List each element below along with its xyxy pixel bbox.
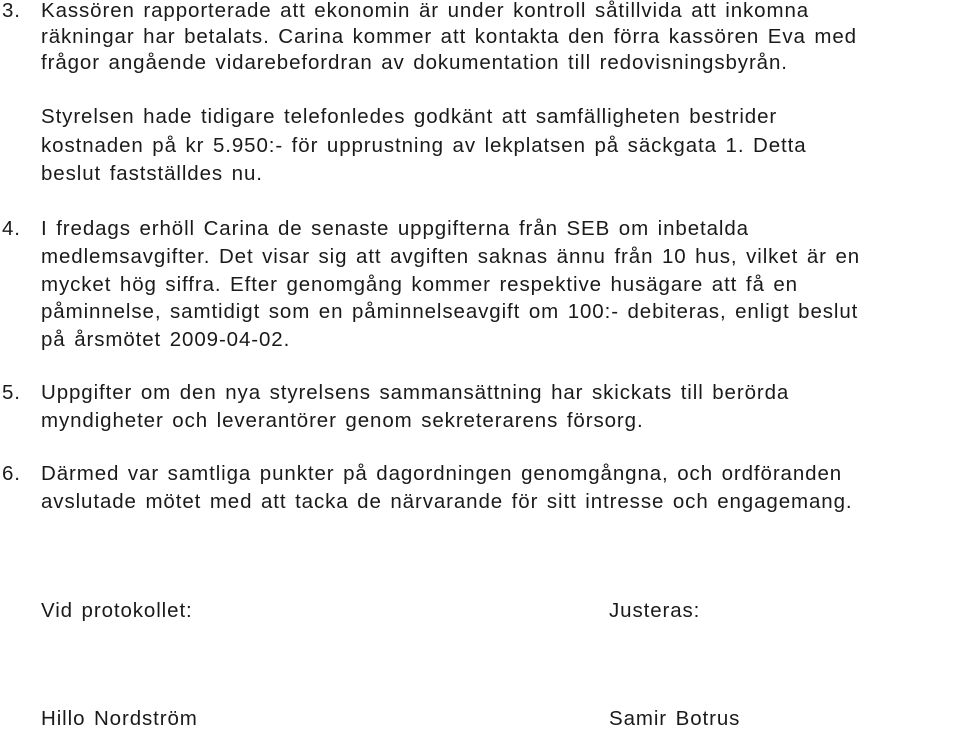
paragraph-line: mycket hög siffra. Efter genomgång kommer respektive husägare att få en	[41, 273, 798, 296]
paragraph-line: I fredags erhöll Carina de senaste uppgifterna från SEB om inbetalda	[41, 217, 749, 240]
paragraph-number: 4.	[2, 217, 21, 240]
paragraph-line: myndigheter och leverantörer genom sekreterarens försorg.	[41, 409, 644, 432]
paragraph-line: Styrelsen hade tidigare telefonledes godkänt att samfälligheten bestrider	[41, 105, 778, 128]
paragraph-number: 5.	[2, 381, 21, 404]
paragraph-number: 3.	[2, 0, 21, 22]
paragraph-line: medlemsavgifter. Det visar sig att avgiften saknas ännu från 10 hus, vilket är en	[41, 245, 861, 268]
paragraph-line: beslut fastställdes nu.	[41, 162, 263, 185]
paragraph-line: på årsmötet 2009-04-02.	[41, 328, 291, 351]
paragraph-line: Därmed var samtliga punkter på dagordningen genomgångna, och ordföranden	[41, 462, 843, 485]
signature-label-right: Justeras:	[609, 599, 701, 622]
paragraph-line: avslutade mötet med att tacka de närvarande för sitt intresse och engagemang.	[41, 490, 853, 513]
paragraph-line: Uppgifter om den nya styrelsens sammansättning har skickats till berörda	[41, 381, 790, 404]
paragraph-number: 6.	[2, 462, 21, 485]
signature-label-left: Vid protokollet:	[41, 599, 193, 622]
paragraph-line: påminnelse, samtidigt som en påminnelseavgift om 100:- debiteras, enligt beslut	[41, 300, 859, 323]
signature-name-left: Hillo Nordström	[41, 707, 198, 730]
signature-name-right: Samir Botrus	[609, 707, 741, 730]
paragraph-line: frågor angående vidarebefordran av dokumentation till redovisningsbyrån.	[41, 51, 788, 74]
paragraph-line: Kassören rapporterade att ekonomin är under kontroll såtillvida att inkomna	[41, 0, 810, 22]
paragraph-line: räkningar har betalats. Carina kommer att kontakta den förra kassören Eva med	[41, 25, 857, 48]
paragraph-line: kostnaden på kr 5.950:- för upprustning av lekplatsen på säckgata 1. Detta	[41, 134, 807, 157]
